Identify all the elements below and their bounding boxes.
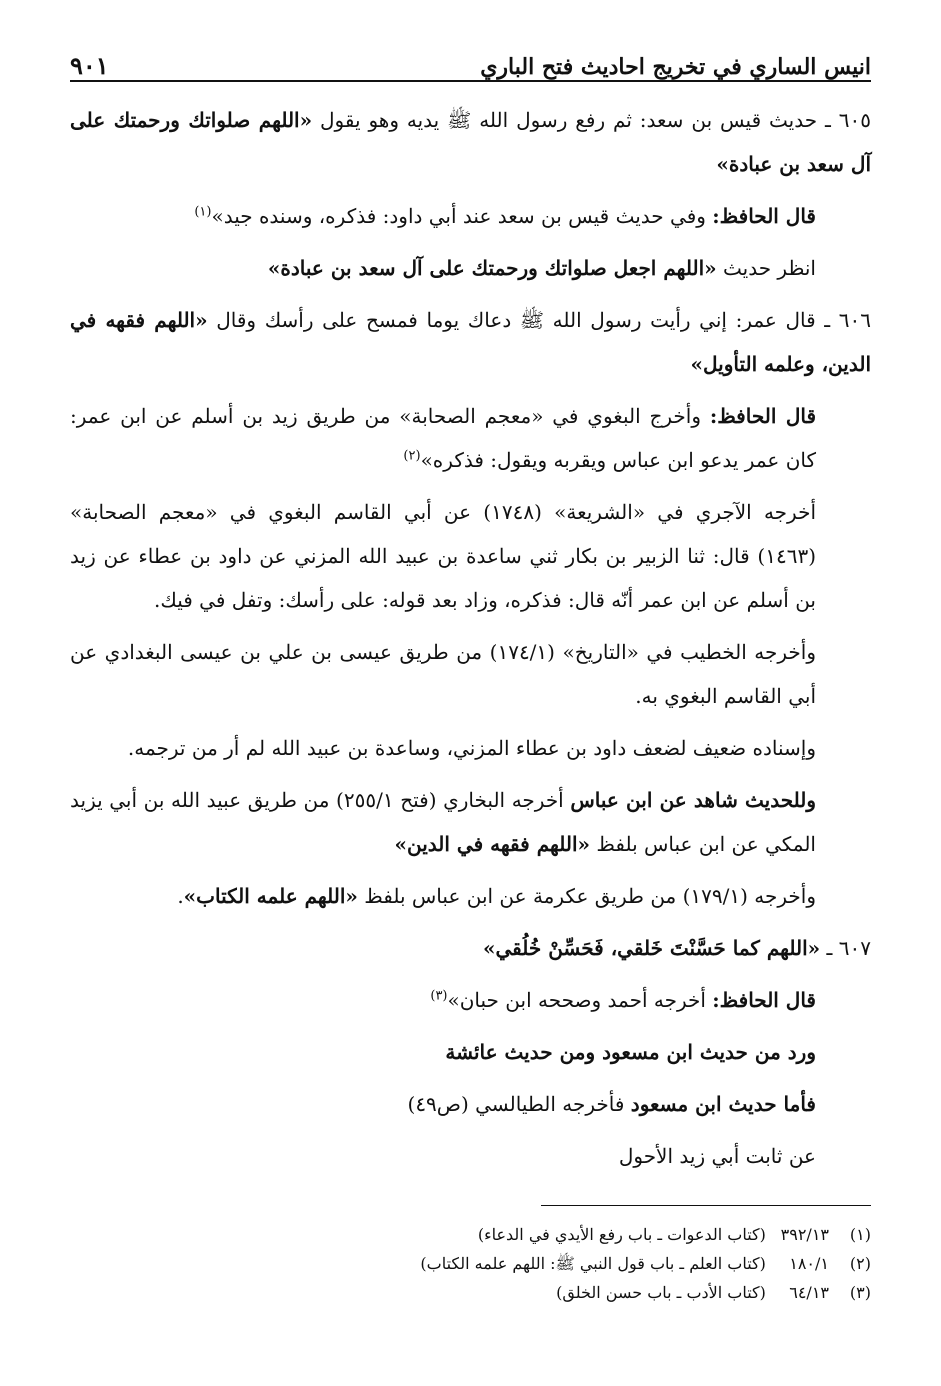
takhrij-end: . [177,884,184,908]
hafiz-text: وأخرج البغوي في «معجم الصحابة» من طريق زيد بن أسلم عن ابن عمر: كان عمر يدعو ابن عباس ويقربه ويقول: فذكره» [70,404,816,472]
footnote-ref: ١٨٠/١ [789,1254,829,1273]
takhrij-text: وأخرجه (١٧٩/١) من طريق عكرمة عن ابن عباس بلفظ [357,884,816,908]
hadith-605-quote: «اللهم صلواتك ورحمتك على آل سعد بن عبادة» [70,108,871,176]
footnote-item [70,1278,871,1307]
footnote-number: (١) [849,1225,871,1244]
hadith-607-hafiz [70,978,871,1022]
hadith-607-lead: ٦٠٧ ـ [820,936,871,960]
hafiz-label: قال الحافظ: [709,404,817,428]
takhrij-quote: «اللهم علمه الكتاب» [183,884,358,908]
shahid-label: وللحديث شاهد عن ابن عباس [570,788,817,812]
see-also-quote: «اللهم اجعل صلواتك ورحمتك على آل سعد بن عبادة» [267,256,717,280]
footnote-text: (كتاب العلم ـ باب قول النبي ﷺ: اللهم علمه الكتاب) [420,1254,766,1273]
hafiz-label: قال الحافظ: [712,204,816,228]
footnote-rule [541,1205,871,1206]
footnote-number: (٣) [849,1283,871,1302]
header-rule [70,80,871,82]
hadith-607-line-3: عن ثابت أبي زيد الأحول [618,1144,816,1168]
running-header [70,38,871,80]
hadith-606-takhrij-1: أخرجه الآجري في «الشريعة» (١٧٤٨) عن أبي القاسم البغوي في «معجم الصحابة» (١٤٦٣) قال: ثنا الزبير بن بكار ثني ساعدة بن عبيد الله المزني عن داود بن عطاء عن زيد بن أسلم عن ابن عمر أنّه قال: فذكره، وزاد بعد قوله: على رأسك: وتفل في فيك. [70,500,816,612]
book-title: انيس الساري في تخريج احاديث فتح الباري [480,54,871,80]
hafiz-text: وفي حديث قيس بن سعد عند أبي داود: فذكره، وسنده جيد» [211,204,713,228]
line-2-bold: فأما حديث ابن مسعود [630,1092,816,1116]
hadith-605 [70,98,871,186]
hafiz-text: أخرجه أحمد وصححه ابن حبان» [447,988,713,1012]
hadith-607-line-2 [70,1082,871,1126]
footnote-ref-1: (١) [194,204,212,220]
hadith-606-shahid [70,778,871,866]
hadith-605-see-also [70,246,871,290]
see-also-lead: انظر حديث [716,256,816,280]
footnote-ref-3: (٣) [430,988,448,1004]
line-2-text: فأخرجه الطيالسي (ص٤٩) [407,1092,631,1116]
footnote-item [70,1249,871,1278]
footnote-ref: ٦٤/١٣ [789,1283,829,1302]
page-number: ٩٠١ [70,51,109,80]
footnote-text: (كتاب الدعوات ـ باب رفع الأيدي في الدعاء) [477,1225,766,1244]
hadith-607 [70,926,871,970]
hadith-606-lead: ٦٠٦ ـ قال عمر: إني رأيت رسول الله ﷺ دعاك يوما فمسح على رأسك وقال [207,308,872,332]
footnote-item [70,1220,871,1249]
hadith-605-lead: ٦٠٥ ـ حديث قيس بن سعد: ثم رفع رسول الله ﷺ يديه وهو يقول [312,108,871,132]
hadith-606-hafiz [70,394,871,482]
hafiz-label: قال الحافظ: [712,988,816,1012]
hadith-606 [70,298,871,386]
hadith-606-quote: «اللهم فقهه في الدين، وعلمه التأويل» [70,308,871,376]
hadith-606-takhrij-3: وإسناده ضعيف لضعف داود بن عطاء المزني، وساعدة بن عبيد الله لم أر من ترجمه. [127,736,816,760]
footnote-ref: ٣٩٢/١٣ [780,1225,829,1244]
hadith-606-takhrij-2: وأخرجه الخطيب في «التاريخ» (١٧٤/١) من طريق عيسى بن علي بن عيسى البغدادي عن أبي القاسم البغوي به. [70,640,816,708]
shahid-quote: «اللهم فقهه في الدين» [394,832,590,856]
hadith-606-takhrij-5 [70,874,871,918]
hadith-607-quote: «اللهم كما حَسَّنْتَ خَلقي، فَحَسِّنْ خُلُقي» [482,936,821,960]
main-text [70,98,871,1186]
footnotes [70,1220,871,1307]
hadith-607-line-1: ورد من حديث ابن مسعود ومن حديث عائشة [445,1040,816,1064]
hadith-605-hafiz [70,194,871,238]
shahid-text: أخرجه البخاري (فتح ٢٥٥/١) من طريق عبيد الله بن أبي يزيد المكي عن ابن عباس بلفظ [70,788,816,856]
footnote-number: (٢) [849,1254,871,1273]
footnote-text: (كتاب الأدب ـ باب حسن الخلق) [556,1283,766,1302]
footnote-ref-2: (٢) [403,448,421,464]
